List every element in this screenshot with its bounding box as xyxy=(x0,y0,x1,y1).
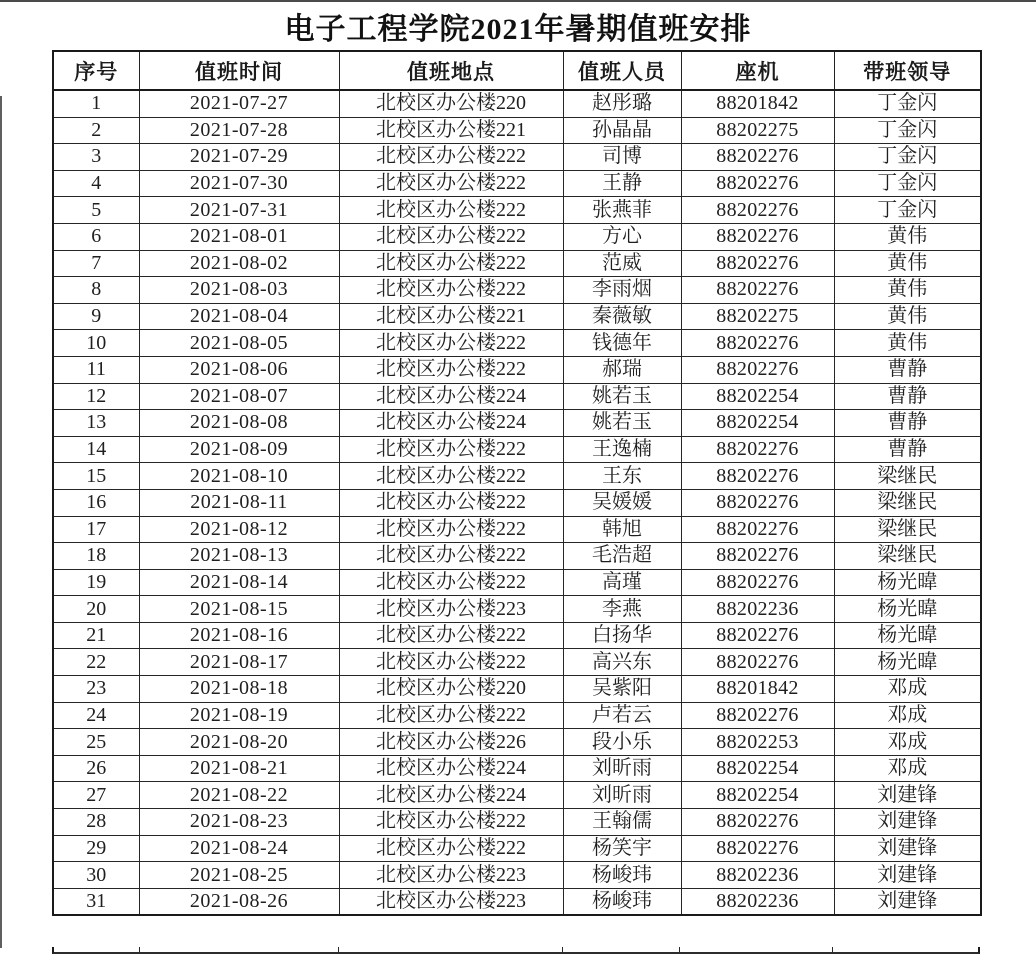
cell-index: 31 xyxy=(53,888,139,915)
cell-leader: 丁金闪 xyxy=(834,144,981,171)
table-row xyxy=(53,569,981,596)
cell-date: 2021-07-30 xyxy=(139,170,339,197)
cell-location: 北校区办公楼222 xyxy=(339,622,563,649)
cell-index: 23 xyxy=(53,676,139,703)
cell-person: 王东 xyxy=(563,463,681,490)
cell-date: 2021-08-20 xyxy=(139,729,339,756)
cell-location: 北校区办公楼222 xyxy=(339,489,563,516)
cell-date: 2021-08-01 xyxy=(139,223,339,250)
cell-leader: 刘建锋 xyxy=(834,809,981,836)
cell-index: 7 xyxy=(53,250,139,277)
table-row xyxy=(53,383,981,410)
cell-index: 5 xyxy=(53,197,139,224)
table-row xyxy=(53,223,981,250)
cell-leader: 梁继民 xyxy=(834,489,981,516)
table-row xyxy=(53,197,981,224)
table-row xyxy=(53,356,981,383)
table-row xyxy=(53,489,981,516)
column-header-person: 值班人员 xyxy=(563,51,681,90)
table-row xyxy=(53,90,981,117)
cell-date: 2021-08-23 xyxy=(139,809,339,836)
cell-location: 北校区办公楼222 xyxy=(339,835,563,862)
cell-leader: 邓成 xyxy=(834,702,981,729)
cell-date: 2021-08-02 xyxy=(139,250,339,277)
cell-index: 27 xyxy=(53,782,139,809)
table-row xyxy=(53,330,981,357)
cell-index: 12 xyxy=(53,383,139,410)
cell-index: 13 xyxy=(53,410,139,437)
cell-date: 2021-07-29 xyxy=(139,144,339,171)
cell-leader: 刘建锋 xyxy=(834,888,981,915)
table-row xyxy=(53,250,981,277)
cell-index: 4 xyxy=(53,170,139,197)
cell-person: 韩旭 xyxy=(563,516,681,543)
cell-leader: 刘建锋 xyxy=(834,782,981,809)
cell-date: 2021-08-24 xyxy=(139,835,339,862)
cell-leader: 杨光暐 xyxy=(834,596,981,623)
cell-person: 姚若玉 xyxy=(563,410,681,437)
cell-phone: 88202276 xyxy=(681,436,834,463)
table-row xyxy=(53,622,981,649)
cell-phone: 88202236 xyxy=(681,596,834,623)
cell-leader: 邓成 xyxy=(834,729,981,756)
cell-leader: 黄伟 xyxy=(834,330,981,357)
cell-index: 17 xyxy=(53,516,139,543)
cell-leader: 杨光暐 xyxy=(834,649,981,676)
table-row xyxy=(53,702,981,729)
cell-location: 北校区办公楼223 xyxy=(339,596,563,623)
column-header-location: 值班地点 xyxy=(339,51,563,90)
table-row xyxy=(53,436,981,463)
cell-date: 2021-08-11 xyxy=(139,489,339,516)
cell-location: 北校区办公楼222 xyxy=(339,436,563,463)
cell-location: 北校区办公楼224 xyxy=(339,782,563,809)
cell-leader: 邓成 xyxy=(834,676,981,703)
cell-person: 郝瑞 xyxy=(563,356,681,383)
cell-phone: 88202276 xyxy=(681,543,834,570)
cell-phone: 88202276 xyxy=(681,809,834,836)
scan-edge-top xyxy=(0,0,1036,2)
page-title: 电子工程学院2021年暑期值班安排 xyxy=(284,13,752,46)
cell-index: 22 xyxy=(53,649,139,676)
cell-leader: 黄伟 xyxy=(834,250,981,277)
cell-person: 白扬华 xyxy=(563,622,681,649)
cell-phone: 88201842 xyxy=(681,90,834,117)
cell-location: 北校区办公楼222 xyxy=(339,569,563,596)
cell-leader: 曹静 xyxy=(834,436,981,463)
cell-phone: 88201842 xyxy=(681,676,834,703)
cell-date: 2021-08-16 xyxy=(139,622,339,649)
cell-phone: 88202276 xyxy=(681,463,834,490)
cell-person: 王翰儒 xyxy=(563,809,681,836)
cell-location: 北校区办公楼222 xyxy=(339,463,563,490)
cell-location: 北校区办公楼223 xyxy=(339,862,563,889)
cell-index: 15 xyxy=(53,463,139,490)
column-header-leader: 带班领导 xyxy=(834,51,981,90)
cell-person: 杨笑宇 xyxy=(563,835,681,862)
cell-person: 范威 xyxy=(563,250,681,277)
cell-person: 毛浩超 xyxy=(563,543,681,570)
scan-edge-left xyxy=(0,96,2,948)
cell-index: 20 xyxy=(53,596,139,623)
cell-leader: 杨光暐 xyxy=(834,622,981,649)
table-row xyxy=(53,835,981,862)
cell-person: 李雨烟 xyxy=(563,277,681,304)
cell-phone: 88202276 xyxy=(681,223,834,250)
cell-index: 29 xyxy=(53,835,139,862)
cell-date: 2021-08-26 xyxy=(139,888,339,915)
cell-location: 北校区办公楼224 xyxy=(339,410,563,437)
cell-location: 北校区办公楼222 xyxy=(339,250,563,277)
table-row xyxy=(53,410,981,437)
cell-leader: 黄伟 xyxy=(834,277,981,304)
cell-person: 王逸楠 xyxy=(563,436,681,463)
cell-person: 吴紫阳 xyxy=(563,676,681,703)
cell-index: 30 xyxy=(53,862,139,889)
cell-date: 2021-08-03 xyxy=(139,277,339,304)
duty-schedule-table xyxy=(52,50,982,916)
cell-phone: 88202276 xyxy=(681,622,834,649)
cell-date: 2021-08-19 xyxy=(139,702,339,729)
cell-location: 北校区办公楼220 xyxy=(339,676,563,703)
cell-index: 3 xyxy=(53,144,139,171)
cell-phone: 88202275 xyxy=(681,117,834,144)
cell-index: 18 xyxy=(53,543,139,570)
cell-location: 北校区办公楼223 xyxy=(339,888,563,915)
cell-person: 刘昕雨 xyxy=(563,755,681,782)
cell-person: 李燕 xyxy=(563,596,681,623)
cell-leader: 刘建锋 xyxy=(834,862,981,889)
cell-phone: 88202236 xyxy=(681,888,834,915)
cell-index: 25 xyxy=(53,729,139,756)
cell-phone: 88202236 xyxy=(681,862,834,889)
cell-leader: 邓成 xyxy=(834,755,981,782)
cell-index: 9 xyxy=(53,303,139,330)
cell-location: 北校区办公楼224 xyxy=(339,383,563,410)
table-row xyxy=(53,144,981,171)
cell-date: 2021-08-14 xyxy=(139,569,339,596)
cell-index: 16 xyxy=(53,489,139,516)
cell-leader: 刘建锋 xyxy=(834,835,981,862)
cell-date: 2021-07-28 xyxy=(139,117,339,144)
table-row xyxy=(53,782,981,809)
cell-person: 赵彤璐 xyxy=(563,90,681,117)
cell-date: 2021-08-06 xyxy=(139,356,339,383)
cell-person: 张燕菲 xyxy=(563,197,681,224)
cell-phone: 88202276 xyxy=(681,516,834,543)
cell-leader: 曹静 xyxy=(834,383,981,410)
cell-person: 杨峻玮 xyxy=(563,888,681,915)
cell-phone: 88202276 xyxy=(681,489,834,516)
table-row xyxy=(53,888,981,915)
cell-location: 北校区办公楼222 xyxy=(339,223,563,250)
cell-person: 秦薇敏 xyxy=(563,303,681,330)
cell-date: 2021-08-04 xyxy=(139,303,339,330)
cell-person: 姚若玉 xyxy=(563,383,681,410)
table-row xyxy=(53,117,981,144)
cell-person: 王静 xyxy=(563,170,681,197)
cell-phone: 88202276 xyxy=(681,250,834,277)
cell-person: 杨峻玮 xyxy=(563,862,681,889)
cell-index: 26 xyxy=(53,755,139,782)
table-row xyxy=(53,170,981,197)
cell-person: 刘昕雨 xyxy=(563,782,681,809)
cell-location: 北校区办公楼226 xyxy=(339,729,563,756)
cell-index: 28 xyxy=(53,809,139,836)
cell-location: 北校区办公楼222 xyxy=(339,516,563,543)
cell-date: 2021-08-07 xyxy=(139,383,339,410)
table-row xyxy=(53,809,981,836)
column-header-index: 序号 xyxy=(53,51,139,90)
table-row xyxy=(53,676,981,703)
cell-phone: 88202276 xyxy=(681,835,834,862)
cell-date: 2021-08-25 xyxy=(139,862,339,889)
cell-index: 11 xyxy=(53,356,139,383)
cell-person: 高兴东 xyxy=(563,649,681,676)
cell-person: 钱德年 xyxy=(563,330,681,357)
cell-person: 段小乐 xyxy=(563,729,681,756)
cell-leader: 丁金闪 xyxy=(834,90,981,117)
cell-location: 北校区办公楼224 xyxy=(339,755,563,782)
cell-leader: 丁金闪 xyxy=(834,170,981,197)
cell-location: 北校区办公楼220 xyxy=(339,90,563,117)
cell-phone: 88202276 xyxy=(681,144,834,171)
cell-location: 北校区办公楼222 xyxy=(339,330,563,357)
table-header-row xyxy=(53,51,981,90)
cell-index: 10 xyxy=(53,330,139,357)
cell-leader: 曹静 xyxy=(834,410,981,437)
cell-location: 北校区办公楼222 xyxy=(339,144,563,171)
cell-date: 2021-08-22 xyxy=(139,782,339,809)
table-row xyxy=(53,862,981,889)
cell-date: 2021-08-05 xyxy=(139,330,339,357)
cell-index: 6 xyxy=(53,223,139,250)
cell-index: 24 xyxy=(53,702,139,729)
cell-phone: 88202276 xyxy=(681,170,834,197)
cell-phone: 88202254 xyxy=(681,782,834,809)
cell-leader: 梁继民 xyxy=(834,543,981,570)
cell-phone: 88202254 xyxy=(681,383,834,410)
cell-leader: 黄伟 xyxy=(834,223,981,250)
table-row xyxy=(53,463,981,490)
cell-phone: 88202276 xyxy=(681,330,834,357)
cell-index: 19 xyxy=(53,569,139,596)
cell-date: 2021-08-17 xyxy=(139,649,339,676)
cell-date: 2021-08-21 xyxy=(139,755,339,782)
cell-leader: 梁继民 xyxy=(834,463,981,490)
cell-phone: 88202253 xyxy=(681,729,834,756)
cell-location: 北校区办公楼221 xyxy=(339,117,563,144)
cell-leader: 丁金闪 xyxy=(834,197,981,224)
table-row xyxy=(53,543,981,570)
cell-leader: 黄伟 xyxy=(834,303,981,330)
table-row xyxy=(53,755,981,782)
cell-person: 吴媛媛 xyxy=(563,489,681,516)
cell-location: 北校区办公楼222 xyxy=(339,197,563,224)
table-row xyxy=(53,649,981,676)
cell-location: 北校区办公楼222 xyxy=(339,649,563,676)
header-row xyxy=(53,51,981,90)
cell-phone: 88202276 xyxy=(681,356,834,383)
duty-schedule-table-wrap xyxy=(52,50,982,916)
cell-date: 2021-08-08 xyxy=(139,410,339,437)
table-row xyxy=(53,729,981,756)
cell-leader: 杨光暐 xyxy=(834,569,981,596)
cell-location: 北校区办公楼221 xyxy=(339,303,563,330)
cell-index: 1 xyxy=(53,90,139,117)
cell-person: 卢若云 xyxy=(563,702,681,729)
cell-index: 2 xyxy=(53,117,139,144)
table-row xyxy=(53,596,981,623)
cell-person: 方心 xyxy=(563,223,681,250)
cell-index: 21 xyxy=(53,622,139,649)
cell-leader: 梁继民 xyxy=(834,516,981,543)
cell-location: 北校区办公楼222 xyxy=(339,277,563,304)
cell-date: 2021-07-31 xyxy=(139,197,339,224)
cell-leader: 丁金闪 xyxy=(834,117,981,144)
cell-date: 2021-08-18 xyxy=(139,676,339,703)
cell-phone: 88202275 xyxy=(681,303,834,330)
cell-location: 北校区办公楼222 xyxy=(339,170,563,197)
cell-phone: 88202254 xyxy=(681,755,834,782)
table-row xyxy=(53,277,981,304)
table-row xyxy=(53,303,981,330)
cell-date: 2021-08-10 xyxy=(139,463,339,490)
cell-leader: 曹静 xyxy=(834,356,981,383)
cell-phone: 88202276 xyxy=(681,702,834,729)
cell-phone: 88202276 xyxy=(681,197,834,224)
table-body xyxy=(53,90,981,915)
cell-location: 北校区办公楼222 xyxy=(339,702,563,729)
cell-date: 2021-08-13 xyxy=(139,543,339,570)
cell-index: 14 xyxy=(53,436,139,463)
cell-phone: 88202276 xyxy=(681,569,834,596)
cell-date: 2021-08-15 xyxy=(139,596,339,623)
cell-date: 2021-07-27 xyxy=(139,90,339,117)
table-row xyxy=(53,516,981,543)
cell-person: 孙晶晶 xyxy=(563,117,681,144)
cell-location: 北校区办公楼222 xyxy=(339,543,563,570)
cell-person: 司博 xyxy=(563,144,681,171)
cropped-next-row xyxy=(52,947,980,954)
cell-location: 北校区办公楼222 xyxy=(339,356,563,383)
cell-index: 8 xyxy=(53,277,139,304)
cell-date: 2021-08-09 xyxy=(139,436,339,463)
column-header-phone: 座机 xyxy=(681,51,834,90)
column-header-date: 值班时间 xyxy=(139,51,339,90)
cell-date: 2021-08-12 xyxy=(139,516,339,543)
cell-phone: 88202276 xyxy=(681,277,834,304)
cell-location: 北校区办公楼222 xyxy=(339,809,563,836)
cell-phone: 88202254 xyxy=(681,410,834,437)
cell-person: 高瑾 xyxy=(563,569,681,596)
cell-phone: 88202276 xyxy=(681,649,834,676)
